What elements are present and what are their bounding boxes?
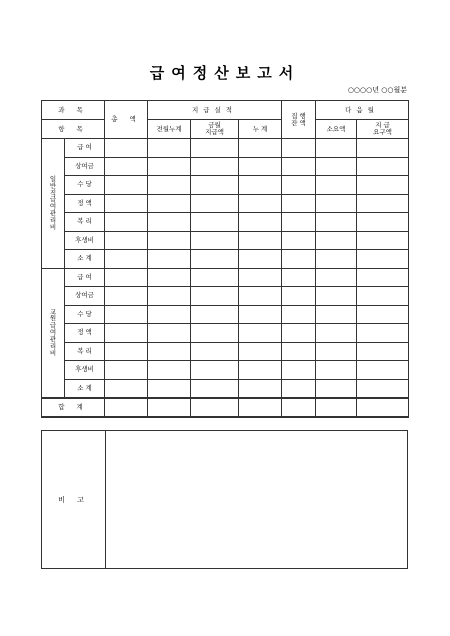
amount-cell[interactable] [316, 176, 357, 195]
total-cell[interactable] [239, 398, 282, 417]
table-row [42, 213, 409, 232]
amount-cell[interactable] [148, 194, 191, 213]
amount-cell[interactable] [191, 361, 239, 380]
amount-cell[interactable] [316, 305, 357, 324]
amount-cell[interactable] [239, 139, 282, 158]
amount-cell[interactable] [239, 250, 282, 269]
amount-cell[interactable] [357, 379, 409, 398]
amount-cell[interactable] [239, 268, 282, 287]
item-label: 수 당 [65, 305, 105, 324]
amount-cell[interactable] [191, 231, 239, 250]
item-label: 상여금 [65, 157, 105, 176]
amount-cell[interactable] [105, 342, 148, 361]
next-month-header: 다음월 [316, 101, 409, 120]
table-row [42, 361, 409, 380]
amount-cell[interactable] [357, 268, 409, 287]
amount-cell[interactable] [357, 231, 409, 250]
amount-cell[interactable] [357, 305, 409, 324]
report-period: ○○○○년 ○○월분 [347, 86, 407, 94]
amount-cell[interactable] [105, 287, 148, 306]
amount-cell[interactable] [239, 324, 282, 343]
amount-cell[interactable] [316, 231, 357, 250]
amount-cell[interactable] [105, 139, 148, 158]
request-amount-header: 지 급 요구액 [357, 120, 409, 139]
amount-cell[interactable] [316, 194, 357, 213]
total-cell[interactable] [357, 398, 409, 417]
amount-cell[interactable] [191, 268, 239, 287]
item-label: 복 리 [65, 213, 105, 232]
amount-cell[interactable] [282, 324, 316, 343]
amount-cell[interactable] [316, 268, 357, 287]
payroll-table [41, 100, 409, 418]
amount-cell[interactable] [148, 139, 191, 158]
item-label: 상여금 [65, 287, 105, 306]
amount-cell[interactable] [282, 176, 316, 195]
amount-cell[interactable] [105, 268, 148, 287]
amount-cell[interactable] [105, 176, 148, 195]
amount-cell[interactable] [282, 213, 316, 232]
amount-cell[interactable] [148, 157, 191, 176]
amount-cell[interactable] [191, 305, 239, 324]
amount-cell[interactable] [148, 176, 191, 195]
amount-cell[interactable] [191, 194, 239, 213]
amount-cell[interactable] [282, 231, 316, 250]
amount-cell[interactable] [105, 250, 148, 269]
total-cell[interactable] [191, 398, 239, 417]
amount-cell[interactable] [357, 324, 409, 343]
item-label: 급 여 [65, 139, 105, 158]
amount-cell[interactable] [148, 268, 191, 287]
amount-cell[interactable] [282, 379, 316, 398]
amount-cell[interactable] [105, 231, 148, 250]
amount-cell[interactable] [239, 379, 282, 398]
amount-cell[interactable] [357, 176, 409, 195]
amount-cell[interactable] [148, 342, 191, 361]
amount-cell[interactable] [357, 194, 409, 213]
amount-cell[interactable] [357, 342, 409, 361]
table-row [42, 157, 409, 176]
item-label: 정 액 [65, 194, 105, 213]
amount-cell[interactable] [316, 324, 357, 343]
table-row [42, 194, 409, 213]
amount-cell[interactable] [239, 176, 282, 195]
amount-cell[interactable] [357, 139, 409, 158]
amount-cell[interactable] [239, 342, 282, 361]
amount-cell[interactable] [105, 361, 148, 380]
table-row [42, 287, 409, 306]
amount-cell[interactable] [148, 213, 191, 232]
item-label: 소 계 [65, 379, 105, 398]
amount-cell[interactable] [316, 139, 357, 158]
amount-cell[interactable] [357, 287, 409, 306]
item-label: 정 액 [65, 324, 105, 343]
amount-cell[interactable] [191, 250, 239, 269]
amount-cell[interactable] [316, 361, 357, 380]
table-row [42, 342, 409, 361]
balance-header: 집 행 잔 액 [282, 101, 316, 139]
current-month-header: 금월 지급액 [191, 120, 239, 139]
table-row [42, 176, 409, 195]
amount-cell[interactable] [105, 305, 148, 324]
amount-cell[interactable] [316, 287, 357, 306]
amount-cell[interactable] [316, 379, 357, 398]
table-row [42, 250, 409, 269]
amount-cell[interactable] [282, 250, 316, 269]
table-row [42, 139, 409, 158]
amount-cell[interactable] [357, 250, 409, 269]
document-title: 급여정산보고서 [149, 64, 301, 82]
amount-cell[interactable] [148, 324, 191, 343]
amount-cell[interactable] [191, 342, 239, 361]
table-row [42, 379, 409, 398]
amount-cell[interactable] [191, 287, 239, 306]
category-header: 과 목 [42, 101, 105, 120]
amount-cell[interactable] [282, 361, 316, 380]
remarks-label: 비 고 [42, 431, 106, 568]
prev-cumulative-header: 전월누계 [148, 120, 191, 139]
amount-cell[interactable] [191, 176, 239, 195]
amount-cell[interactable] [191, 324, 239, 343]
amount-cell[interactable] [191, 379, 239, 398]
table-row [42, 231, 409, 250]
amount-cell[interactable] [239, 287, 282, 306]
amount-cell[interactable] [316, 157, 357, 176]
table-row [42, 305, 409, 324]
amount-cell[interactable] [191, 139, 239, 158]
total-cell[interactable] [282, 398, 316, 417]
table-row [42, 268, 409, 287]
amount-cell[interactable] [282, 287, 316, 306]
amount-cell[interactable] [282, 157, 316, 176]
budget-header: 총 액 [105, 101, 148, 139]
table-row [42, 324, 409, 343]
group-label: 일 반 직 급 여 관 리 비 [42, 139, 65, 269]
amount-cell[interactable] [357, 157, 409, 176]
amount-cell[interactable] [282, 342, 316, 361]
amount-cell[interactable] [357, 213, 409, 232]
item-header: 항 목 [42, 120, 105, 139]
payment-record-header: 지급실적 [148, 101, 282, 120]
amount-cell[interactable] [191, 213, 239, 232]
amount-cell[interactable] [282, 139, 316, 158]
cumulative-header: 누 계 [239, 120, 282, 139]
item-label: 수 당 [65, 176, 105, 195]
amount-cell[interactable] [148, 305, 191, 324]
total-label: 합 계 [42, 398, 105, 417]
total-cell[interactable] [148, 398, 191, 417]
total-cell[interactable] [105, 398, 148, 417]
required-amount-header: 소요액 [316, 120, 357, 139]
amount-cell[interactable] [105, 213, 148, 232]
amount-cell[interactable] [148, 250, 191, 269]
remarks-field[interactable] [106, 431, 407, 568]
amount-cell[interactable] [148, 379, 191, 398]
item-label: 급 여 [65, 268, 105, 287]
amount-cell[interactable] [239, 213, 282, 232]
amount-cell[interactable] [105, 157, 148, 176]
item-label: 소 계 [65, 250, 105, 269]
amount-cell[interactable] [105, 324, 148, 343]
item-label: 후생비 [65, 231, 105, 250]
amount-cell[interactable] [282, 305, 316, 324]
item-label: 후생비 [65, 361, 105, 380]
amount-cell[interactable] [239, 305, 282, 324]
remarks-box [41, 430, 408, 569]
total-cell[interactable] [316, 398, 357, 417]
amount-cell[interactable] [105, 379, 148, 398]
item-label: 복 리 [65, 342, 105, 361]
amount-cell[interactable] [316, 342, 357, 361]
amount-cell[interactable] [357, 361, 409, 380]
amount-cell[interactable] [316, 213, 357, 232]
amount-cell[interactable] [105, 194, 148, 213]
amount-cell[interactable] [191, 157, 239, 176]
amount-cell[interactable] [316, 250, 357, 269]
group-label: 교 원 급 여 관 리 비 [42, 268, 65, 398]
amount-cell[interactable] [148, 287, 191, 306]
amount-cell[interactable] [239, 157, 282, 176]
amount-cell[interactable] [239, 194, 282, 213]
amount-cell[interactable] [282, 194, 316, 213]
amount-cell[interactable] [239, 231, 282, 250]
amount-cell[interactable] [239, 361, 282, 380]
amount-cell[interactable] [148, 231, 191, 250]
amount-cell[interactable] [282, 268, 316, 287]
amount-cell[interactable] [148, 361, 191, 380]
